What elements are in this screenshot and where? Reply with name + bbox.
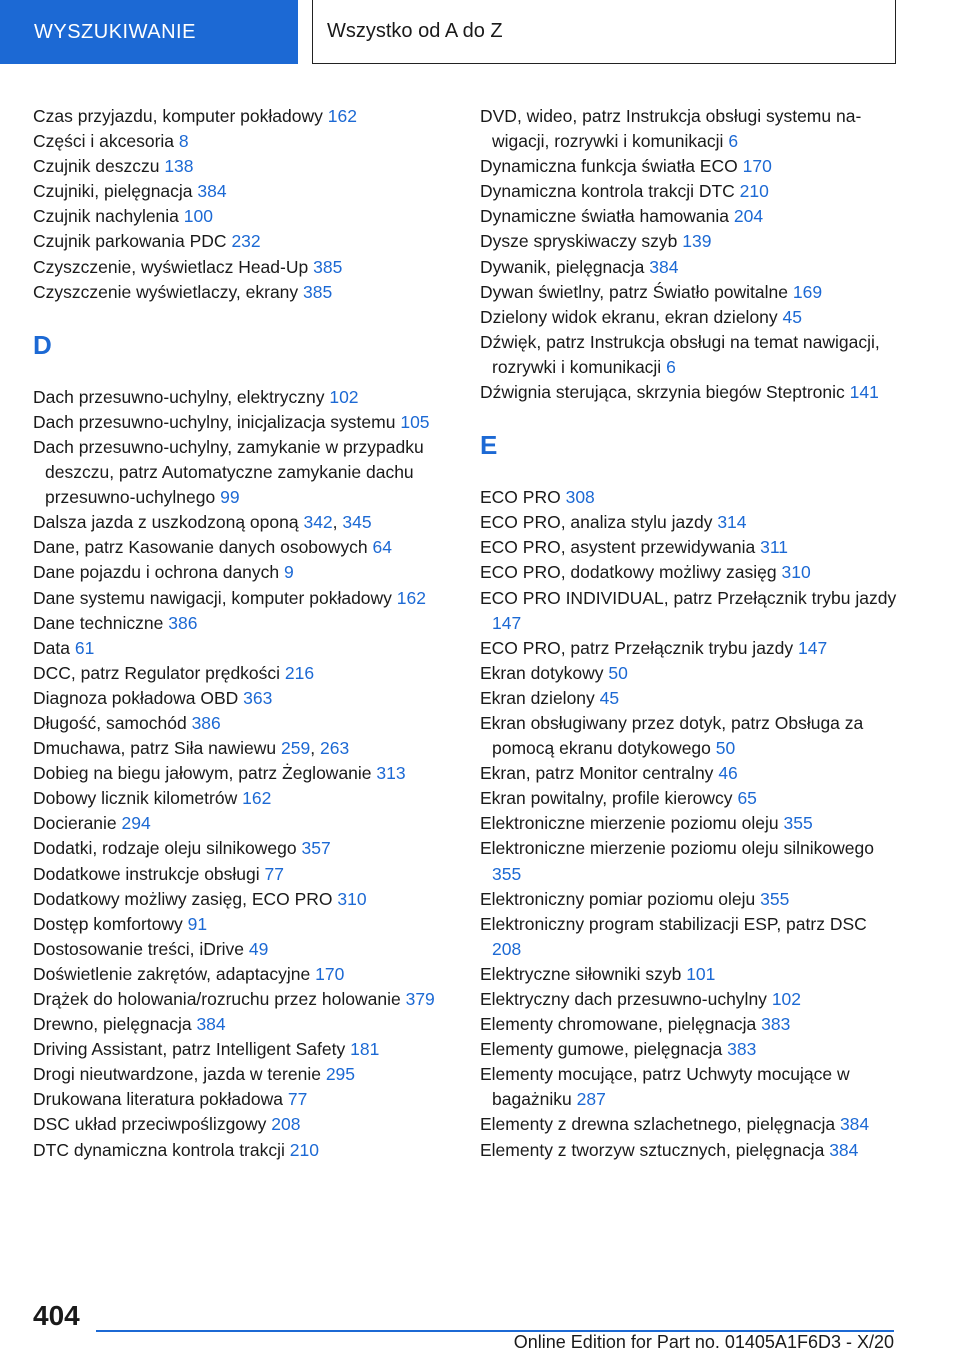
index-entry bbox=[33, 129, 453, 154]
page-reference-link[interactable]: 139 bbox=[682, 231, 712, 252]
index-entry-term: Dywan świetlny, patrz Światło powitalne bbox=[480, 281, 789, 302]
index-entry-term: Dzielony widok ekranu, ekran dzielony bbox=[480, 306, 778, 327]
index-entry bbox=[33, 836, 453, 861]
index-entry-term: Dane systemu nawigacji, komputer pokładowy bbox=[33, 587, 392, 608]
index-entry bbox=[33, 686, 453, 711]
section-tab[interactable]: WYSZUKIWANIE bbox=[0, 0, 298, 64]
page-reference-link[interactable]: 311 bbox=[760, 537, 789, 558]
page-reference-link[interactable]: 162 bbox=[327, 106, 357, 126]
page-reference-link[interactable]: 64 bbox=[372, 537, 392, 558]
index-entry-term: Ekran, patrz Monitor centralny bbox=[480, 763, 714, 784]
index-entry-term: Drogi nieutwardzone, jazda w terenie bbox=[33, 1064, 321, 1085]
index-entry-term: Dźwięk, patrz Instrukcja obsługi na temat nawigacji, rozrywki i komunikacji bbox=[480, 331, 880, 377]
index-entry-term: Dywanik, pielęgnacja bbox=[480, 256, 645, 277]
page-reference-link[interactable]: 345 bbox=[342, 512, 372, 533]
index-entry: Dalsza jazda z uszkodzoną oponą 342, 345 bbox=[33, 512, 372, 533]
page-reference-link[interactable]: 379 bbox=[405, 989, 435, 1009]
index-entry bbox=[480, 1062, 900, 1112]
index-entry-term: ECO PRO, asystent przewidywania bbox=[480, 537, 756, 558]
index-entry bbox=[480, 786, 900, 811]
index-entry-term: Dane pojazdu i ochrona danych bbox=[33, 562, 280, 583]
index-entry bbox=[480, 962, 900, 987]
index-entry-term: Elektroniczne mierzenie poziomu oleju silnikowego bbox=[480, 838, 874, 859]
page-reference-link[interactable]: 77 bbox=[287, 1089, 308, 1110]
page-reference-link[interactable]: 99 bbox=[220, 487, 240, 508]
page-reference-link[interactable]: 384 bbox=[839, 1114, 870, 1135]
index-entry-term: Czujnik nachylenia bbox=[33, 206, 179, 227]
page-reference-link[interactable]: 308 bbox=[565, 487, 595, 508]
index-entry bbox=[33, 104, 453, 129]
index-entry-term: Dobowy licznik kilometrów bbox=[33, 788, 238, 809]
index-entry bbox=[33, 435, 453, 510]
index-entry-term: Dostosowanie treści, iDrive bbox=[33, 938, 245, 959]
index-entry-term: Ekran dzielony bbox=[480, 687, 595, 708]
index-letter-heading: E bbox=[480, 430, 498, 461]
index-entry bbox=[480, 280, 900, 305]
page-reference-link[interactable]: 45 bbox=[599, 687, 620, 708]
index-entry bbox=[33, 761, 453, 786]
page-reference-link[interactable]: 216 bbox=[284, 662, 315, 683]
index-entry-term: Ekran dotykowy bbox=[480, 662, 604, 683]
page-reference-link[interactable]: 295 bbox=[325, 1064, 356, 1085]
page-reference-link[interactable]: 138 bbox=[164, 156, 194, 177]
index-entry bbox=[480, 179, 900, 204]
index-entry-term: ECO PRO, patrz Przełącznik trybu jazdy bbox=[480, 637, 794, 658]
index-entry bbox=[33, 1087, 453, 1112]
index-entry-term: Czujniki, pielęgnacja bbox=[33, 181, 193, 202]
index-entry bbox=[480, 255, 900, 280]
index-entry-term: ECO PRO INDIVIDUAL, patrz Przełącznik trybu jazdy bbox=[480, 587, 897, 608]
index-entry-term: ECO PRO bbox=[480, 487, 561, 508]
edition-note: Online Edition for Part no. 01405A1F6D3 - X/20 bbox=[513, 1332, 894, 1352]
index-entry bbox=[480, 560, 900, 585]
index-entry-term: DTC dynamiczna kontrola trakcji bbox=[33, 1139, 285, 1160]
index-entry-term: Dźwignia sterująca, skrzynia biegów Steptronic bbox=[480, 382, 845, 403]
page-reference-link[interactable]: 294 bbox=[121, 813, 151, 834]
index-column-right bbox=[480, 104, 900, 1163]
index-entry bbox=[480, 510, 900, 535]
page-reference-link[interactable]: 310 bbox=[781, 562, 811, 583]
page-reference-link[interactable]: 101 bbox=[686, 963, 716, 984]
index-entry bbox=[480, 912, 900, 962]
page-reference-link[interactable]: 383 bbox=[727, 1039, 757, 1060]
page-reference-link[interactable]: 9 bbox=[284, 562, 294, 583]
page-reference-link[interactable]: 383 bbox=[761, 1014, 791, 1035]
index-entry bbox=[33, 385, 453, 410]
index-entry bbox=[33, 535, 453, 560]
index-entry-term: Dach przesuwno-uchylny, inicjalizacja systemu bbox=[33, 411, 396, 432]
index-letter-heading: D bbox=[33, 329, 52, 360]
page-reference-link[interactable]: 8 bbox=[178, 131, 189, 152]
index-entry-term: Elektryczny dach przesuwno-uchylny bbox=[480, 989, 767, 1009]
index-entry bbox=[33, 229, 453, 254]
index-entry-term: DVD, wideo, patrz Instrukcja obsługi systemu nawigacji, rozrywki i komunikacji bbox=[480, 106, 862, 152]
page-reference-link[interactable]: 263 bbox=[319, 738, 350, 759]
index-entry-term: Elektroniczny pomiar poziomu oleju bbox=[480, 888, 756, 909]
page-reference-link[interactable]: 384 bbox=[829, 1139, 859, 1160]
page-reference-link[interactable]: 259 bbox=[281, 738, 311, 759]
page-reference-link[interactable]: 147 bbox=[798, 637, 828, 658]
index-entry bbox=[33, 811, 453, 836]
page-reference-link[interactable]: 162 bbox=[396, 587, 426, 608]
index-entry bbox=[33, 586, 453, 611]
page-reference-link[interactable]: 355 bbox=[492, 863, 522, 884]
index-entry bbox=[33, 912, 453, 937]
breadcrumb[interactable]: Wszystko od A do Z bbox=[312, 0, 896, 64]
index-entry-term: Data bbox=[33, 637, 70, 658]
page-reference-link[interactable]: 204 bbox=[733, 206, 764, 227]
page-reference-link[interactable]: 314 bbox=[717, 512, 747, 533]
index-entry: Dmuchawa, patrz Siła nawiewu 259, 263 bbox=[33, 738, 350, 759]
index-entry bbox=[33, 611, 453, 636]
index-entry-term: Elementy mocujące, patrz Uchwyty mocujące w bagażniku bbox=[480, 1064, 850, 1110]
page-number: 404 bbox=[33, 1300, 80, 1331]
index-entry bbox=[480, 1037, 900, 1062]
page-reference-link[interactable]: 210 bbox=[289, 1139, 319, 1160]
index-entry-term: Dostęp komfortowy bbox=[33, 913, 183, 934]
index-entry bbox=[33, 711, 453, 736]
index-entry-term: ECO PRO, analiza stylu jazdy bbox=[480, 512, 713, 533]
index-entry bbox=[480, 485, 900, 510]
index-entry bbox=[480, 330, 900, 380]
index-entry bbox=[480, 586, 900, 636]
index-entry-term: ECO PRO, dodatkowy możliwy zasięg bbox=[480, 562, 777, 583]
page-reference-link[interactable]: 102 bbox=[329, 386, 359, 407]
index-entry-term: Drewno, pielęgnacja bbox=[33, 1014, 192, 1035]
index-entry-term: Części i akcesoria bbox=[33, 131, 175, 152]
index-entry-term: Czujnik deszczu bbox=[33, 156, 160, 177]
index-entry bbox=[33, 1112, 453, 1137]
page-reference-link[interactable]: 363 bbox=[243, 687, 273, 708]
index-entry bbox=[33, 280, 453, 305]
index-entry-term: Dysze spryskiwaczy szyb bbox=[480, 231, 678, 252]
index-entry-term: Dane techniczne bbox=[33, 612, 164, 633]
index-entry bbox=[33, 887, 453, 912]
page-reference-link[interactable]: 141 bbox=[849, 382, 879, 403]
page-reference-link[interactable]: 208 bbox=[271, 1114, 301, 1135]
index-entry-term: Dodatkowe instrukcje obsługi bbox=[33, 863, 260, 884]
index-entry-term: Ekran powitalny, profile kierowcy bbox=[480, 788, 733, 809]
page-reference-link[interactable]: 287 bbox=[576, 1089, 606, 1110]
index-entry bbox=[33, 154, 453, 179]
index-entry-term: Dane, patrz Kasowanie danych osobowych bbox=[33, 537, 368, 558]
page-reference-link[interactable]: 355 bbox=[783, 813, 813, 834]
index-entry bbox=[480, 711, 900, 761]
index-entry-term: Elementy chromowane, pielęgnacja bbox=[480, 1014, 757, 1035]
page-reference-link[interactable]: 169 bbox=[792, 281, 823, 302]
page-reference-link[interactable]: 310 bbox=[337, 888, 367, 909]
page-reference-link[interactable]: 162 bbox=[242, 788, 272, 809]
index-entry-term: Dobieg na biegu jałowym, patrz Żeglowanie bbox=[33, 763, 372, 784]
index-entry bbox=[33, 636, 453, 661]
page-reference-link[interactable]: 170 bbox=[742, 156, 772, 177]
page-reference-link[interactable]: 357 bbox=[301, 838, 331, 859]
index-entry bbox=[480, 811, 900, 836]
page-reference-link[interactable]: 386 bbox=[168, 612, 198, 633]
index-entry-term: Elektroniczne mierzenie poziomu oleju bbox=[480, 813, 779, 834]
index-entry-term: DSC układ przeciwpoślizgowy bbox=[33, 1114, 267, 1135]
page-reference-link[interactable]: 61 bbox=[74, 637, 95, 658]
index-entry bbox=[33, 962, 453, 987]
index-entry-term: Elementy gumowe, pielęgnacja bbox=[480, 1039, 723, 1060]
page-reference-link[interactable]: 232 bbox=[231, 231, 261, 252]
index-entry-term: Dach przesuwno-uchylny, zamykanie w przypadku deszczu, patrz Automatyczne zamykanie dachu przesuwno-uchylnego bbox=[33, 436, 424, 508]
index-entry-term: Dynamiczna kontrola trakcji DTC bbox=[480, 181, 735, 202]
index-entry bbox=[480, 761, 900, 786]
page-reference-link[interactable]: 6 bbox=[666, 356, 676, 377]
index-entry-term: Elektroniczny program stabilizacji ESP, patrz DSC bbox=[480, 913, 867, 934]
page-reference-link[interactable]: 49 bbox=[248, 938, 269, 959]
page-reference-link[interactable]: 384 bbox=[649, 256, 679, 277]
page-reference-link[interactable]: 91 bbox=[187, 913, 208, 934]
index-entry-term: Dmuchawa, patrz Siła nawiewu bbox=[33, 738, 277, 759]
index-entry-term: Czas przyjazdu, komputer pokładowy bbox=[33, 106, 323, 126]
page-reference-link[interactable]: 313 bbox=[376, 763, 406, 784]
index-column-left bbox=[33, 104, 453, 1163]
index-entry bbox=[480, 661, 900, 686]
index-entry bbox=[480, 535, 900, 560]
index-entry-term: Długość, samochód bbox=[33, 712, 187, 733]
index-entry-term: Dach przesuwno-uchylny, elektryczny bbox=[33, 386, 325, 407]
index-entry-term: Elementy z tworzyw sztucznych, pielęgnacja bbox=[480, 1139, 825, 1160]
page-reference-link[interactable]: 210 bbox=[739, 181, 769, 202]
index-entry-term: Drukowana literatura pokładowa bbox=[33, 1089, 283, 1110]
index-entry bbox=[33, 1062, 453, 1087]
index-entry-term: Doświetlenie zakrętów, adaptacyjne bbox=[33, 963, 311, 984]
index-entry bbox=[33, 1037, 453, 1062]
page-reference-link[interactable]: 170 bbox=[315, 963, 345, 984]
page-reference-link[interactable]: 147 bbox=[492, 612, 522, 633]
index-entry bbox=[33, 410, 453, 435]
index-entry bbox=[480, 1112, 900, 1137]
page-reference-link[interactable]: 385 bbox=[313, 256, 343, 277]
index-entry bbox=[480, 1138, 900, 1163]
index-entry-term: Dalsza jazda z uszkodzoną oponą bbox=[33, 512, 299, 533]
index-entry-term: DCC, patrz Regulator prędkości bbox=[33, 662, 281, 683]
index-entry bbox=[33, 1138, 453, 1163]
page-reference-link[interactable]: 100 bbox=[183, 206, 213, 227]
index-entry bbox=[480, 104, 900, 154]
page-reference-link[interactable]: 46 bbox=[718, 763, 738, 784]
index-entry bbox=[33, 862, 453, 887]
page-reference-link[interactable]: 342 bbox=[303, 512, 333, 533]
index-entry bbox=[480, 686, 900, 711]
index-entry bbox=[480, 154, 900, 179]
page-reference-link[interactable]: 105 bbox=[400, 411, 430, 432]
page-reference-link[interactable]: 77 bbox=[264, 863, 284, 884]
index-entry bbox=[480, 987, 900, 1012]
index-entry bbox=[480, 305, 900, 330]
page-reference-link[interactable]: 6 bbox=[728, 131, 739, 152]
index-entry bbox=[33, 204, 453, 229]
index-entry-term: Ekran obsługiwany przez dotyk, patrz Obsługa za pomocą ekranu dotykowego bbox=[480, 712, 864, 759]
page-reference-link[interactable]: 385 bbox=[303, 281, 333, 302]
index-entry-term: Dodatki, rodzaje oleju silnikowego bbox=[33, 838, 297, 859]
page-reference-link[interactable]: 181 bbox=[350, 1039, 380, 1060]
index-entry bbox=[33, 937, 453, 962]
index-entry bbox=[33, 987, 453, 1012]
index-entry-term: Czujnik parkowania PDC bbox=[33, 231, 227, 252]
index-entry bbox=[33, 179, 453, 204]
index-entry bbox=[33, 560, 453, 585]
index-entry-term: Diagnoza pokładowa OBD bbox=[33, 687, 239, 708]
page-reference-link[interactable]: 45 bbox=[782, 306, 802, 327]
index-entry bbox=[33, 661, 453, 686]
index-entry-term: Driving Assistant, patrz Intelligent Safety bbox=[33, 1039, 346, 1060]
index-entry-term: Dynamiczna funkcja światła ECO bbox=[480, 156, 738, 177]
index-entry bbox=[480, 836, 900, 886]
index-entry-term: Docieranie bbox=[33, 813, 117, 834]
index-entry bbox=[480, 636, 900, 661]
page-reference-link[interactable]: 384 bbox=[197, 181, 227, 202]
page-reference-link[interactable]: 50 bbox=[608, 662, 628, 683]
index-entry bbox=[33, 1012, 453, 1037]
page-reference-link[interactable]: 208 bbox=[492, 938, 522, 959]
index-entry-term: Czyszczenie, wyświetlacz Head-Up bbox=[33, 256, 309, 277]
index-entry-term: Drążek do holowania/rozruchu przez holowanie bbox=[33, 989, 401, 1009]
index-entry-term: Czyszczenie wyświetlaczy, ekrany bbox=[33, 281, 299, 302]
index-entry-term: Elementy z drewna szlachetnego, pielęgnacja bbox=[480, 1114, 836, 1135]
index-entry-term: Elektryczne siłowniki szyb bbox=[480, 963, 682, 984]
index-entry bbox=[480, 1012, 900, 1037]
page-reference-link[interactable]: 65 bbox=[737, 788, 757, 809]
index-entry bbox=[480, 229, 900, 254]
index-entry bbox=[480, 887, 900, 912]
page-reference-link[interactable]: 384 bbox=[196, 1014, 226, 1035]
index-entry bbox=[33, 786, 453, 811]
page-reference-link[interactable]: 50 bbox=[715, 738, 736, 759]
page-header bbox=[0, 0, 960, 64]
page-reference-link[interactable]: 102 bbox=[771, 989, 802, 1009]
index-entry bbox=[480, 204, 900, 229]
index-entry-term: Dynamiczne światła hamowania bbox=[480, 206, 729, 227]
index-entry-term: Dodatkowy możliwy zasięg, ECO PRO bbox=[33, 888, 333, 909]
index-entry bbox=[480, 380, 900, 405]
page-reference-link[interactable]: 355 bbox=[760, 888, 790, 909]
page-reference-link[interactable]: 386 bbox=[191, 712, 221, 733]
index-entry bbox=[33, 255, 453, 280]
